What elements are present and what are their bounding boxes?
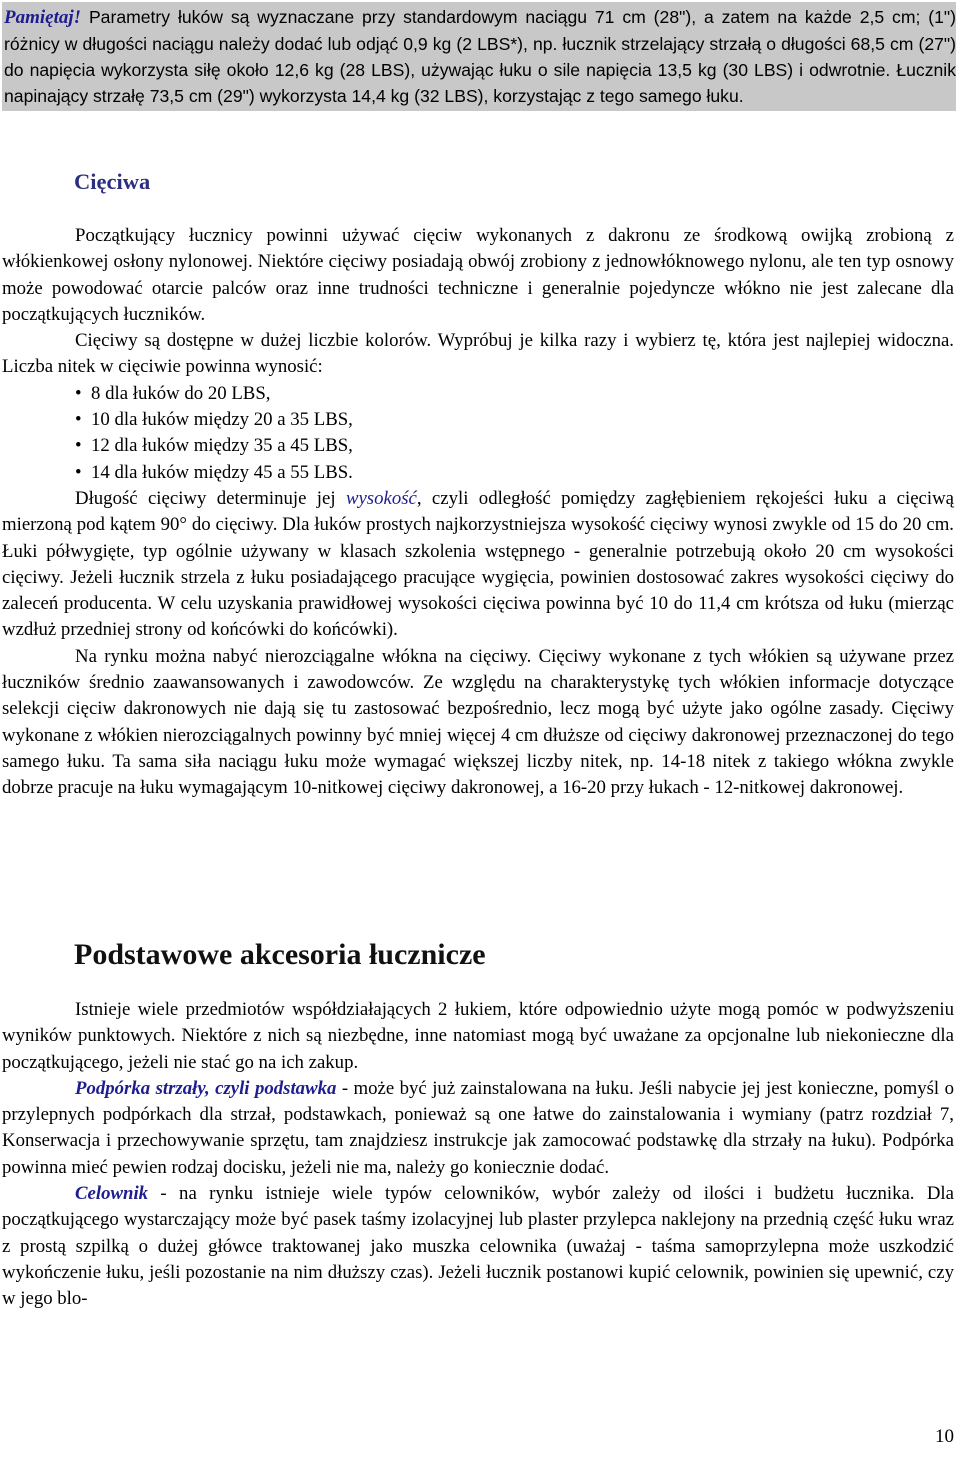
text-run: Długość cięciwy determinuje jej <box>75 487 346 509</box>
thread-count-list <box>2 381 954 486</box>
text-run: - może być już zainstalowana na łuku. Jeśli nabycie jej jest konieczne, pomyśl o przylepnych podpórkach dla strzał, podstawkach, ponieważ są one łatwe do zainstalowania i wymiany (patrz rozdział 7, Konserwacja i przechowywanie sprzętu, tam znajdziesz instrukcje jak zamocować podstawkę dla strzały na łuku). Podpórka powinna mieć pewien rodzaj docisku, jeżeli nie ma, należy go koniecznie dodać. <box>2 1077 954 1178</box>
paragraph: Cięciwy są dostępne w dużej liczbie kolorów. Wypróbuj je kilka razy i wybierz tę, która jest najlepiej widoczna. Liczba nitek w cięciwie powinna wynosić: <box>2 330 954 378</box>
text-run: , czyli odległość pomiędzy zagłębieniem rękojeści łuku a cięciwą mierzoną pod kątem 90° do cięciwy. Dla łuków prostych najkorzystniejsza wysokość cięciwy wynosi zwykle od 15 do 20 cm. Łuki półwygięte, typ ogólnie używany w klasach szkolenia wstępnego - generalnie potrzebują około 20 cm wysokości cięciwy. Jeżeli łucznik strzela z łuku posiadającego pracujące wygięcia, powinien dostosować zakres wysokości cięciwy do zaleceń producenta. W celu uzyskania prawidłowej wysokości cięciwa powinna być 10 do 11,4 cm krótsza od łuku (mierząc wzdłuż przedniej strony od końcówki do końcówki). <box>2 487 954 641</box>
paragraph: Istnieje wiele przedmiotów współdziałających 2 łukiem, które odpowiednio użyte mogą pomóc w podwyższeniu wyników punktowych. Niektóre z nich są niezbędne, inne natomiast mogą być uważane za opcjonalne lub niekonieczne dla początkującego, jeżeli nie stać go na ich zakup. <box>2 999 954 1073</box>
paragraph <box>2 1076 954 1181</box>
paragraph: Początkujący łucznicy powinni używać cięciw wykonanych z dakronu ze środkową owijką zrobioną z włókienkowej osłony nylonowej. Niektóre cięciwy posiadają obwój zrobiony z jednowłóknowego nylonu, ale ten typ osnowy może powodować otarcie palców oraz inne trudności techniczne i generalnie pojedyncze włókno nie jest zalecane dla początkujących łuczników. <box>2 225 954 325</box>
list-item: • 10 dla łuków między 20 a 35 LBS, <box>75 407 954 433</box>
paragraph <box>2 486 954 644</box>
term-wysokosc: wysokość <box>345 487 417 509</box>
list-item: • 8 dla łuków do 20 LBS, <box>75 381 954 407</box>
section-cieciwa-body <box>2 223 954 802</box>
reminder-body: Parametry łuków są wyznaczane przy standardowym naciągu 71 cm (28"), a zatem na każde 2,5 cm; (1") różnicy w długości naciągu należy dodać lub odjąć 0,9 kg (2 LBS*), np. łucznik strzelający strzałą o długości 68,5 cm (27") do napięcia wykorzysta siłę około 12,6 kg (28 LBS), używając łuku o sile napięcia 13,5 kg (30 LBS) i odwrotnie. Łucznik napinający strzałę 73,5 cm (29") wykorzysta 14,4 kg (32 LBS), korzystając z tego samego łuku. <box>4 7 956 106</box>
page-number: 10 <box>935 1426 954 1447</box>
section-akcesoria-body <box>2 997 954 1313</box>
list-item: • 14 dla łuków między 45 a 55 LBS. <box>75 460 954 486</box>
section-heading-cieciwa: Cięciwa <box>74 169 151 194</box>
reminder-box <box>2 2 956 111</box>
list-item: • 12 dla łuków między 35 a 45 LBS, <box>75 433 954 459</box>
section-heading-akcesoria: Podstawowe akcesoria łucznicze <box>74 938 486 971</box>
paragraph <box>2 1181 954 1312</box>
paragraph: Na rynku można nabyć nierozciągalne włókna na cięciwy. Cięciwy wykonane z tych włókien są używane przez łuczników średnio zaawansowanych i zawodowców. Ze względu na charakterystykę tych włókien informacje dotyczące selekcji cięciw dakronowych nie dają się tu zastosować bezpośrednio, lecz mogą być użyte jako ogólne zasady. Cięciwy wykonane z włókien nierozciągalnych powinny być mniej więcej 4 cm dłuższe od cięciwy dakronowej przeznaczonej do tego samego łuku. Ta sama siła naciągu łuku może wymagać większej liczby nitek, np. 14-18 nitek z takiego włókna zwykle dobrze pracuje na łuku wymagającym 10-nitkowej cięciwy dakronowej, a 16-20 przy łukach - 12-nitkowej dakronowej. <box>2 645 954 799</box>
text-run: - na rynku istnieje wiele typów celowników, wybór zależy od ilości i budżetu łucznika. Dla początkującego wystarczający może być pasek taśmy izolacyjnej lub plaster przylepca naklejony na przednią część łuku wraz z prostą szpilką o dużej główce traktowanej jako muszka celownika (uważaj - taśma samoprzylepna może uszkodzić wykończenie łuku, jeśli pozostanie na nim dłuższy czas). Jeżeli łucznik postanowi kupić celownik, powinien się upewnić, czy w jego blo- <box>2 1183 954 1310</box>
reminder-text <box>4 4 956 109</box>
term-podporka: Podpórka strzały, czyli podstawka <box>75 1077 337 1099</box>
reminder-lead: Pamiętaj! <box>4 7 82 28</box>
term-celownik: Celownik <box>75 1183 149 1205</box>
